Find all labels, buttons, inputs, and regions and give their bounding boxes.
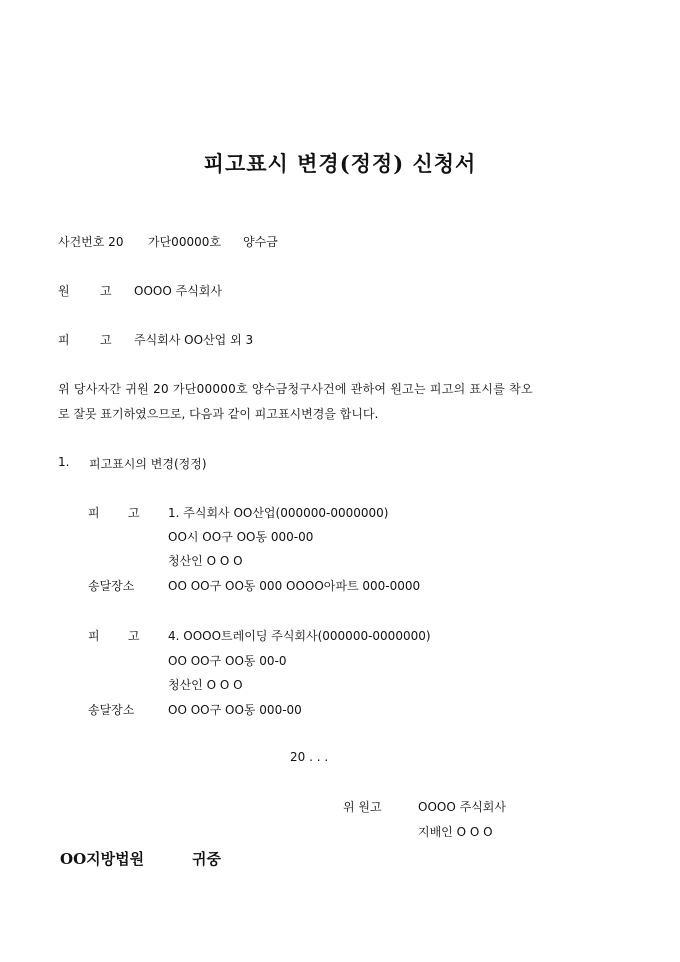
entry-label-char1: 피 xyxy=(88,506,100,520)
entry-label-char1: 피 xyxy=(88,629,100,643)
defendant-label-char2: 고 xyxy=(100,333,112,347)
signature-label: 위 원고 xyxy=(343,800,382,814)
entry-address: OO시 OO구 OO동 000-00 xyxy=(168,530,314,544)
signature-manager: 지배인 O O O xyxy=(418,825,493,839)
plaintiff-label-char2: 고 xyxy=(100,284,112,298)
signature-company: OOOO 주식회사 xyxy=(418,800,506,814)
court-name: OO지방법원 xyxy=(60,850,145,868)
case-number: 사건번호 20 xyxy=(58,235,124,249)
section-number: 1. xyxy=(58,455,70,469)
case-docket: 가단00000호 xyxy=(148,235,221,249)
entry-service-label: 송달장소 xyxy=(88,579,135,593)
document-title: 피고표시 변경(정정) 신청서 xyxy=(203,151,477,176)
entry-liquidator: 청산인 O O O xyxy=(168,554,243,568)
entry-service-address: OO OO구 OO동 000 OOOO아파트 000-0000 xyxy=(168,579,421,593)
entry-name: 4. OOOO트레이딩 주식회사(000000-0000000) xyxy=(168,629,431,643)
entry-name: 1. 주식회사 OO산업(000000-0000000) xyxy=(168,506,389,520)
plaintiff-label-char1: 원 xyxy=(58,284,70,298)
intro-line-1: 위 당사자간 귀원 20 가단00000호 양수금청구사건에 관하여 원고는 피고의 표시를 착오 xyxy=(58,382,533,396)
filing-date: 20 . . . xyxy=(290,750,329,764)
entry-address: OO OO구 OO동 00-0 xyxy=(168,654,287,668)
entry-label-char2: 고 xyxy=(128,506,140,520)
entry-service-address: OO OO구 OO동 000-00 xyxy=(168,703,302,717)
entry-liquidator: 청산인 O O O xyxy=(168,678,243,692)
section-heading: 피고표시의 변경(정정) xyxy=(89,457,207,471)
defendant-label-char1: 피 xyxy=(58,333,70,347)
case-name: 양수금 xyxy=(243,235,278,249)
defendant-name: 주식회사 OO산업 외 3 xyxy=(134,333,254,347)
entry-service-label: 송달장소 xyxy=(88,703,135,717)
entry-label-char2: 고 xyxy=(128,629,140,643)
plaintiff-name: OOOO 주식회사 xyxy=(134,284,222,298)
court-suffix: 귀중 xyxy=(192,850,221,868)
intro-line-2: 로 잘못 표기하였으므로, 다음과 같이 피고표시변경을 합니다. xyxy=(58,407,379,421)
